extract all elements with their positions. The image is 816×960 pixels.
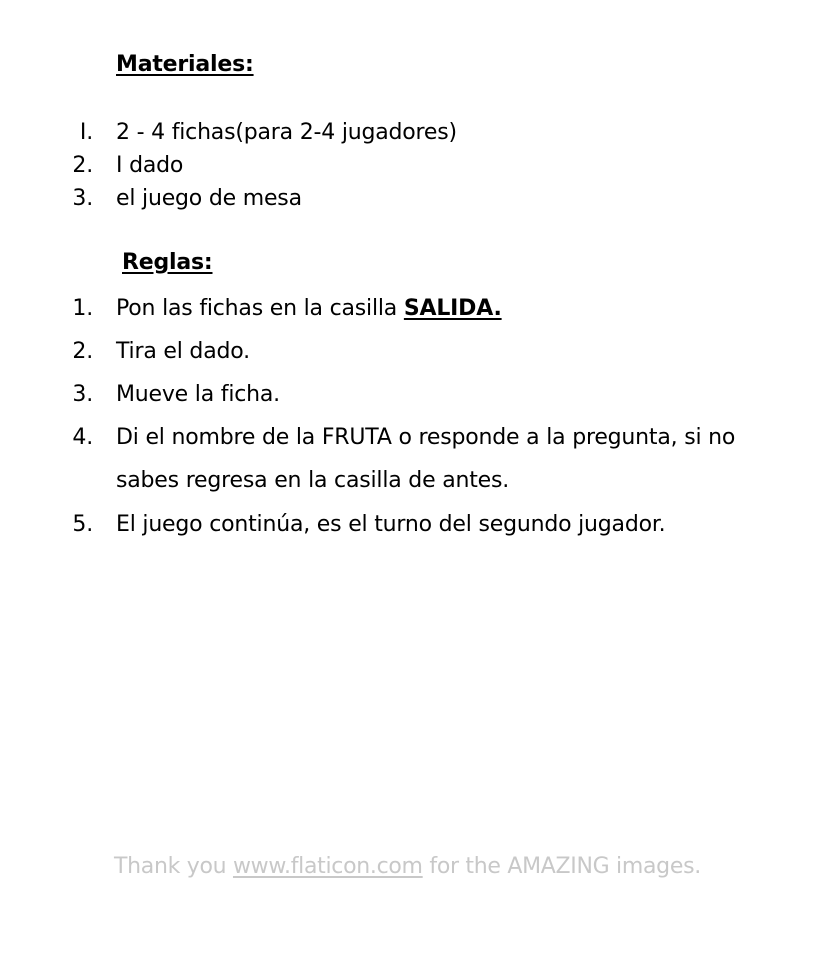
rule-text: Pon las fichas en la casilla <box>116 296 404 321</box>
footer-text-after: for the AMAZING images. <box>422 854 701 879</box>
footer-credit <box>114 854 701 879</box>
list-number: 5. <box>72 512 93 537</box>
list-text: 2 - 4 fichas(para 2-4 jugadores) <box>116 120 457 145</box>
list-number: 1. <box>72 296 93 321</box>
list-text: I dado <box>116 153 184 178</box>
list-text: Di el nombre de la FRUTA o responde a la pregunta, si no sabes regresa en la casilla de antes. <box>116 425 736 493</box>
salida-emphasis: SALIDA. <box>403 296 502 321</box>
list-text: Tira el dado. <box>116 339 250 364</box>
list-number: 4. <box>72 425 93 450</box>
materials-heading: Materiales: <box>116 52 254 77</box>
list-number: 3. <box>72 382 93 407</box>
list-text: El juego continúa, es el turno del segundo jugador. <box>116 512 666 537</box>
list-number: 3. <box>72 186 93 211</box>
list-number: I. <box>79 120 93 145</box>
rules-heading: Reglas: <box>122 250 213 275</box>
footer-text-before: Thank you <box>114 854 233 879</box>
list-number: 2. <box>72 339 93 364</box>
list-text: el juego de mesa <box>116 186 302 211</box>
list-number: 2. <box>72 153 93 178</box>
list-text: Mueve la ficha. <box>116 382 280 407</box>
list-text <box>116 292 502 325</box>
flaticon-link[interactable]: www.flaticon.com <box>232 854 423 879</box>
